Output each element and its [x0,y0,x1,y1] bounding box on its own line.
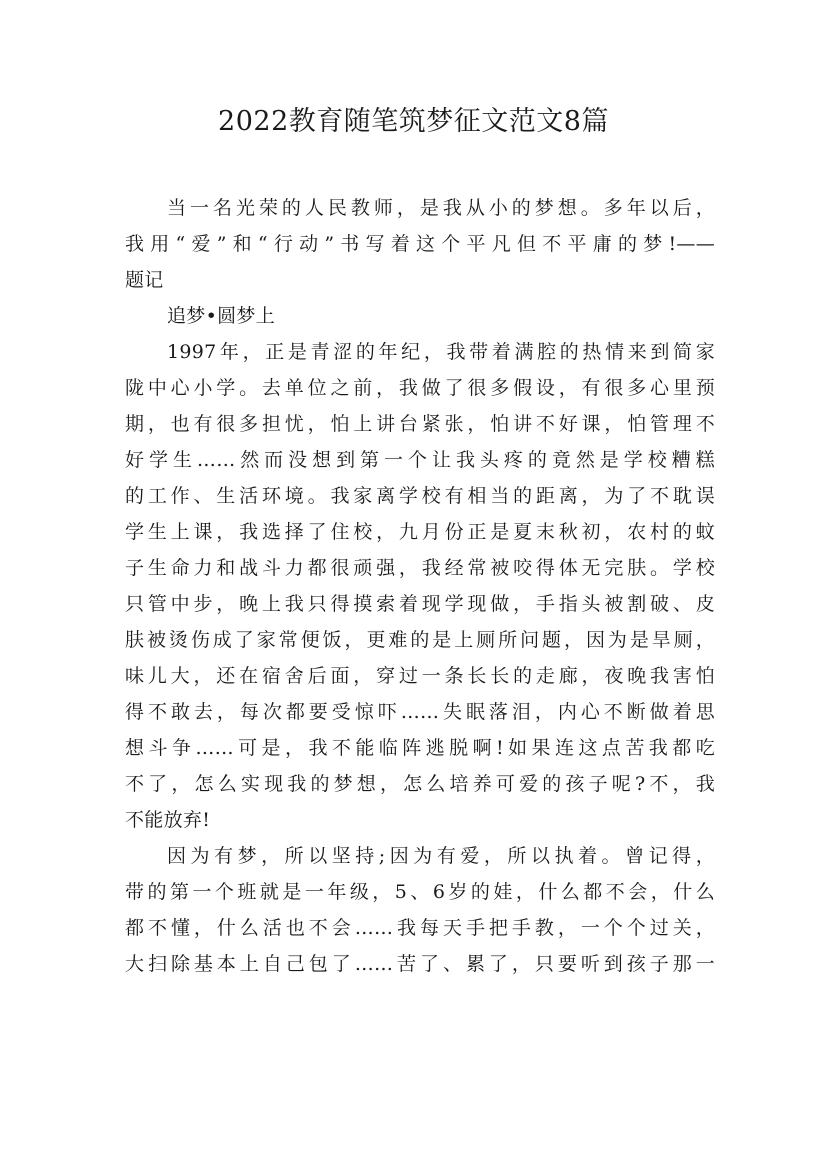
section-heading: 追梦•圆梦上 [167,305,276,327]
paragraph-line: 陇中心小学。去单位之前，我做了很多假设，有很多心里预 [125,377,715,399]
paragraph-line: 只管中步，晚上我只得摸索着现学现做，手指头被割破、皮 [125,593,715,615]
paragraph-line: 肤被烫伤成了家常便饭，更难的是上厕所问题，因为是旱厕， [125,629,715,651]
paragraph-line: 当一名光荣的人民教师，是我从小的梦想。多年以后， [167,197,715,219]
paragraph-line: 都不懂，什么活也不会……我每天手把手教，一个个过关， [125,917,715,939]
paragraph-line: 学生上课，我选择了住校，九月份正是夏末秋初，农村的蚊 [125,521,715,543]
paragraph-line: 大扫除基本上自己包了……苦了、累了，只要听到孩子那一 [125,953,715,975]
paragraph-line: 1997年，正是青涩的年纪，我带着满腔的热情来到简家 [167,341,715,363]
paragraph-line: 子生命力和战斗力都很顽强，我经常被咬得体无完肤。学校 [125,557,715,579]
paragraph-line: 期，也有很多担忧，怕上讲台紧张，怕讲不好课，怕管理不 [125,413,715,435]
paragraph-line: 我用“爱”和“行动”书写着这个平凡但不平庸的梦!—— [125,233,715,255]
paragraph-line: 的工作、生活环境。我家离学校有相当的距离，为了不耽误 [125,485,715,507]
paragraph-line: 题记 [125,269,164,291]
paragraph-line: 不能放弃! [125,809,211,831]
paragraph-line: 因为有梦，所以坚持;因为有爱，所以执着。曾记得， [167,845,715,867]
paragraph-line: 不了，怎么实现我的梦想，怎么培养可爱的孩子呢?不，我 [125,773,715,795]
paragraph-line: 味儿大，还在宿舍后面，穿过一条长长的走廊，夜晚我害怕 [125,665,715,687]
paragraph-line: 带的第一个班就是一年级，5、6岁的娃，什么都不会，什么 [125,881,715,903]
document-body [125,190,715,982]
paragraph-line: 好学生……然而没想到第一个让我头疼的竟然是学校糟糕 [125,449,715,471]
document-title: 2022教育随笔筑梦征文范文8篇 [218,106,609,137]
paragraph-line: 得不敢去，每次都要受惊吓……失眠落泪，内心不断做着思 [125,701,715,723]
paragraph-line: 想斗争……可是，我不能临阵逃脱啊!如果连这点苦我都吃 [125,737,715,759]
